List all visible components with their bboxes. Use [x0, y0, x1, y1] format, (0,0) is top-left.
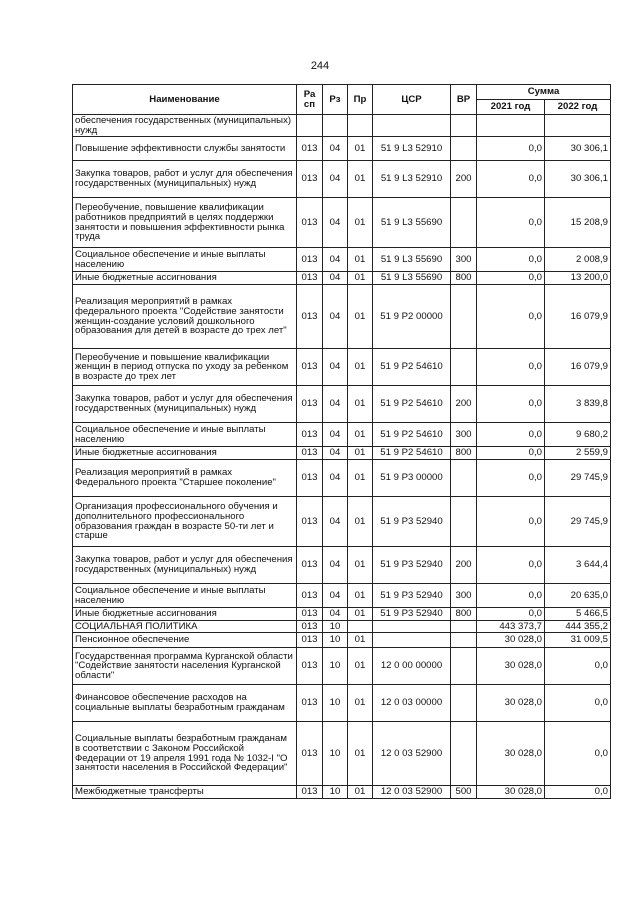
cell-name: Межбюджетные трансферты [73, 786, 297, 799]
cell-2022 [545, 115, 611, 137]
cell-rasp: 013 [297, 272, 323, 285]
cell-vr [451, 460, 477, 497]
cell-rasp: 013 [297, 285, 323, 349]
cell-name: Реализация мероприятий в рамках Федерального проекта "Старшее поколение" [73, 460, 297, 497]
cell-2021: 0,0 [477, 460, 545, 497]
cell-name: Переобучение и повышение квалификации женщин в период отпуска по уходу за ребенком в возрасте до трех лет [73, 349, 297, 386]
cell-pr: 01 [348, 633, 373, 648]
cell-rasp: 013 [297, 447, 323, 460]
table-row [73, 621, 611, 633]
cell-2021: 0,0 [477, 198, 545, 248]
cell-name: Государственная программа Курганской области "Содействие занятости населения Курганской области" [73, 648, 297, 685]
cell-csr: 51 9 L3 55690 [373, 272, 451, 285]
cell-name: Пенсионное обеспечение [73, 633, 297, 648]
page-number: 244 [310, 60, 330, 72]
cell-2022: 29 745,9 [545, 460, 611, 497]
cell-2022: 20 635,0 [545, 584, 611, 608]
cell-vr: 800 [451, 272, 477, 285]
cell-pr: 01 [348, 608, 373, 621]
cell-csr: 51 9 P3 52940 [373, 497, 451, 547]
table-row [73, 137, 611, 161]
cell-name: Иные бюджетные ассигнования [73, 608, 297, 621]
cell-vr: 500 [451, 786, 477, 799]
cell-rz: 04 [323, 447, 348, 460]
cell-csr: 51 9 P3 00000 [373, 460, 451, 497]
cell-vr: 200 [451, 547, 477, 584]
cell-name: Организация профессионального обучения и дополнительного профессионального образования граждан в возрасте 50-ти лет и старше [73, 497, 297, 547]
cell-rasp: 013 [297, 198, 323, 248]
table-row [73, 584, 611, 608]
cell-csr: 51 9 P3 52940 [373, 584, 451, 608]
cell-name: Повышение эффективности службы занятости [73, 137, 297, 161]
cell-pr: 01 [348, 547, 373, 584]
cell-vr: 300 [451, 584, 477, 608]
cell-rz: 04 [323, 386, 348, 423]
cell-rz: 04 [323, 137, 348, 161]
cell-rasp: 013 [297, 497, 323, 547]
cell-2021: 0,0 [477, 447, 545, 460]
table-row [73, 285, 611, 349]
cell-rasp: 013 [297, 423, 323, 447]
cell-rz: 04 [323, 423, 348, 447]
header-vr: ВР [451, 85, 477, 115]
cell-pr: 01 [348, 447, 373, 460]
cell-2021: 30 028,0 [477, 722, 545, 786]
cell-rz: 04 [323, 349, 348, 386]
cell-rz: 04 [323, 460, 348, 497]
header-csr: ЦСР [373, 85, 451, 115]
cell-pr: 01 [348, 648, 373, 685]
header-rasp: Ра сп [297, 85, 323, 115]
cell-vr [451, 685, 477, 722]
cell-rasp [297, 115, 323, 137]
cell-vr [451, 198, 477, 248]
cell-vr: 200 [451, 386, 477, 423]
cell-2021: 0,0 [477, 497, 545, 547]
cell-name: Закупка товаров, работ и услуг для обеспечения государственных (муниципальных) нужд [73, 161, 297, 198]
table-row [73, 460, 611, 497]
cell-rz: 04 [323, 161, 348, 198]
cell-rasp: 013 [297, 621, 323, 633]
cell-2022: 2 559,9 [545, 447, 611, 460]
cell-vr [451, 621, 477, 633]
cell-2022: 0,0 [545, 648, 611, 685]
cell-rz: 04 [323, 248, 348, 272]
table-row [73, 423, 611, 447]
cell-name: Социальное обеспечение и иные выплаты населению [73, 248, 297, 272]
cell-csr: 12 0 03 00000 [373, 685, 451, 722]
cell-rz: 10 [323, 621, 348, 633]
cell-pr: 01 [348, 460, 373, 497]
cell-2022: 0,0 [545, 786, 611, 799]
table-row [73, 547, 611, 584]
cell-csr [373, 621, 451, 633]
cell-csr: 51 9 P2 54610 [373, 447, 451, 460]
cell-vr: 800 [451, 608, 477, 621]
table-row [73, 633, 611, 648]
cell-rz: 04 [323, 285, 348, 349]
cell-rz: 04 [323, 608, 348, 621]
table-row [73, 198, 611, 248]
cell-rz: 10 [323, 633, 348, 648]
cell-2021: 0,0 [477, 423, 545, 447]
cell-pr [348, 115, 373, 137]
table-row [73, 115, 611, 137]
cell-name: Финансовое обеспечение расходов на социальные выплаты безработным гражданам [73, 685, 297, 722]
cell-2021: 0,0 [477, 349, 545, 386]
cell-rasp: 013 [297, 460, 323, 497]
table-row [73, 722, 611, 786]
cell-csr: 51 9 P3 52940 [373, 547, 451, 584]
cell-name: Социальное обеспечение и иные выплаты населению [73, 423, 297, 447]
cell-2021: 0,0 [477, 161, 545, 198]
cell-name: Иные бюджетные ассигнования [73, 272, 297, 285]
cell-2022: 13 200,0 [545, 272, 611, 285]
cell-vr [451, 349, 477, 386]
cell-csr [373, 115, 451, 137]
cell-2022: 15 208,9 [545, 198, 611, 248]
cell-csr: 12 0 00 00000 [373, 648, 451, 685]
cell-2021: 30 028,0 [477, 648, 545, 685]
cell-vr [451, 115, 477, 137]
cell-vr: 300 [451, 248, 477, 272]
cell-rz: 10 [323, 786, 348, 799]
cell-vr [451, 497, 477, 547]
table-row [73, 685, 611, 722]
cell-rasp: 013 [297, 349, 323, 386]
table-row [73, 349, 611, 386]
cell-2022: 3 644,4 [545, 547, 611, 584]
header-rz: Рз [323, 85, 348, 115]
cell-name: СОЦИАЛЬНАЯ ПОЛИТИКА [73, 621, 297, 633]
cell-pr: 01 [348, 137, 373, 161]
cell-rz: 04 [323, 198, 348, 248]
cell-rz: 10 [323, 648, 348, 685]
cell-csr [373, 633, 451, 648]
table-body [73, 115, 611, 799]
cell-vr [451, 285, 477, 349]
cell-2021: 0,0 [477, 547, 545, 584]
cell-2022: 16 079,9 [545, 349, 611, 386]
header-pr: Пр [348, 85, 373, 115]
cell-pr: 01 [348, 685, 373, 722]
cell-2022: 16 079,9 [545, 285, 611, 349]
cell-2022: 0,0 [545, 685, 611, 722]
table-row [73, 648, 611, 685]
cell-rz: 04 [323, 584, 348, 608]
cell-2021: 443 373,7 [477, 621, 545, 633]
cell-name: Реализация мероприятий в рамках федерального проекта "Содействие занятости женщин-создание условий дошкольного образования для детей в возрасте до трех лет" [73, 285, 297, 349]
header-2021: 2021 год [477, 100, 545, 115]
cell-2021: 30 028,0 [477, 786, 545, 799]
cell-2021 [477, 115, 545, 137]
cell-name: Иные бюджетные ассигнования [73, 447, 297, 460]
cell-pr: 01 [348, 349, 373, 386]
table-row [73, 608, 611, 621]
table-row [73, 786, 611, 799]
cell-name: обеспечения государственных (муниципальных) нужд [73, 115, 297, 137]
cell-pr: 01 [348, 161, 373, 198]
cell-2021: 0,0 [477, 386, 545, 423]
cell-csr: 51 9 P2 54610 [373, 349, 451, 386]
cell-name: Закупка товаров, работ и услуг для обеспечения государственных (муниципальных) нужд [73, 386, 297, 423]
cell-rasp: 013 [297, 608, 323, 621]
cell-2022: 444 355,2 [545, 621, 611, 633]
header-name: Наименование [73, 85, 297, 115]
cell-rz: 10 [323, 722, 348, 786]
cell-2021: 30 028,0 [477, 633, 545, 648]
cell-vr [451, 633, 477, 648]
cell-2022: 9 680,2 [545, 423, 611, 447]
cell-csr: 51 9 L3 55690 [373, 198, 451, 248]
cell-vr: 800 [451, 447, 477, 460]
cell-2021: 0,0 [477, 584, 545, 608]
cell-csr: 51 9 L3 52910 [373, 137, 451, 161]
cell-rasp: 013 [297, 633, 323, 648]
cell-vr: 200 [451, 161, 477, 198]
cell-rasp: 013 [297, 386, 323, 423]
cell-csr: 12 0 03 52900 [373, 722, 451, 786]
cell-name: Закупка товаров, работ и услуг для обеспечения государственных (муниципальных) нужд [73, 547, 297, 584]
cell-csr: 51 9 P3 52940 [373, 608, 451, 621]
cell-pr: 01 [348, 497, 373, 547]
cell-pr: 01 [348, 722, 373, 786]
cell-2022: 3 839,8 [545, 386, 611, 423]
cell-csr: 12 0 03 52900 [373, 786, 451, 799]
cell-pr [348, 621, 373, 633]
cell-pr: 01 [348, 272, 373, 285]
cell-vr: 300 [451, 423, 477, 447]
cell-rz [323, 115, 348, 137]
cell-vr [451, 137, 477, 161]
table-row [73, 248, 611, 272]
cell-rasp: 013 [297, 137, 323, 161]
cell-rasp: 013 [297, 648, 323, 685]
cell-2022: 5 466,5 [545, 608, 611, 621]
cell-csr: 51 9 P2 54610 [373, 386, 451, 423]
cell-csr: 51 9 P2 00000 [373, 285, 451, 349]
cell-name: Социальные выплаты безработным гражданам в соответствии с Законом Российской Федерации от 19 апреля 1991 года № 1032-I "О занятости населения в Российской Федерации" [73, 722, 297, 786]
cell-pr: 01 [348, 786, 373, 799]
cell-rasp: 013 [297, 584, 323, 608]
cell-2021: 0,0 [477, 137, 545, 161]
cell-2022: 29 745,9 [545, 497, 611, 547]
cell-csr: 51 9 L3 52910 [373, 161, 451, 198]
cell-rasp: 013 [297, 786, 323, 799]
cell-rasp: 013 [297, 547, 323, 584]
table-row [73, 272, 611, 285]
cell-rasp: 013 [297, 248, 323, 272]
cell-rasp: 013 [297, 685, 323, 722]
cell-rz: 04 [323, 547, 348, 584]
header-sum: Сумма [477, 85, 611, 100]
cell-2022: 30 306,1 [545, 137, 611, 161]
cell-pr: 01 [348, 584, 373, 608]
cell-vr [451, 648, 477, 685]
cell-pr: 01 [348, 198, 373, 248]
cell-csr: 51 9 P2 54610 [373, 423, 451, 447]
cell-rz: 04 [323, 272, 348, 285]
table-row [73, 447, 611, 460]
cell-pr: 01 [348, 423, 373, 447]
cell-2021: 30 028,0 [477, 685, 545, 722]
cell-pr: 01 [348, 248, 373, 272]
cell-2021: 0,0 [477, 272, 545, 285]
cell-rz: 10 [323, 685, 348, 722]
budget-table [72, 84, 611, 799]
cell-2021: 0,0 [477, 248, 545, 272]
cell-rasp: 013 [297, 722, 323, 786]
cell-2022: 31 009,5 [545, 633, 611, 648]
cell-csr: 51 9 L3 55690 [373, 248, 451, 272]
cell-2021: 0,0 [477, 608, 545, 621]
cell-vr [451, 722, 477, 786]
cell-2022: 0,0 [545, 722, 611, 786]
cell-pr: 01 [348, 285, 373, 349]
cell-2022: 30 306,1 [545, 161, 611, 198]
cell-rasp: 013 [297, 161, 323, 198]
header-2022: 2022 год [545, 100, 611, 115]
cell-2022: 2 008,9 [545, 248, 611, 272]
cell-2021: 0,0 [477, 285, 545, 349]
cell-name: Переобучение, повышение квалификации работников предприятий в целях поддержки занятости и повышения эффективности рынка труда [73, 198, 297, 248]
table-row [73, 161, 611, 198]
table-row [73, 497, 611, 547]
table-row [73, 386, 611, 423]
cell-name: Социальное обеспечение и иные выплаты населению [73, 584, 297, 608]
cell-pr: 01 [348, 386, 373, 423]
cell-rz: 04 [323, 497, 348, 547]
